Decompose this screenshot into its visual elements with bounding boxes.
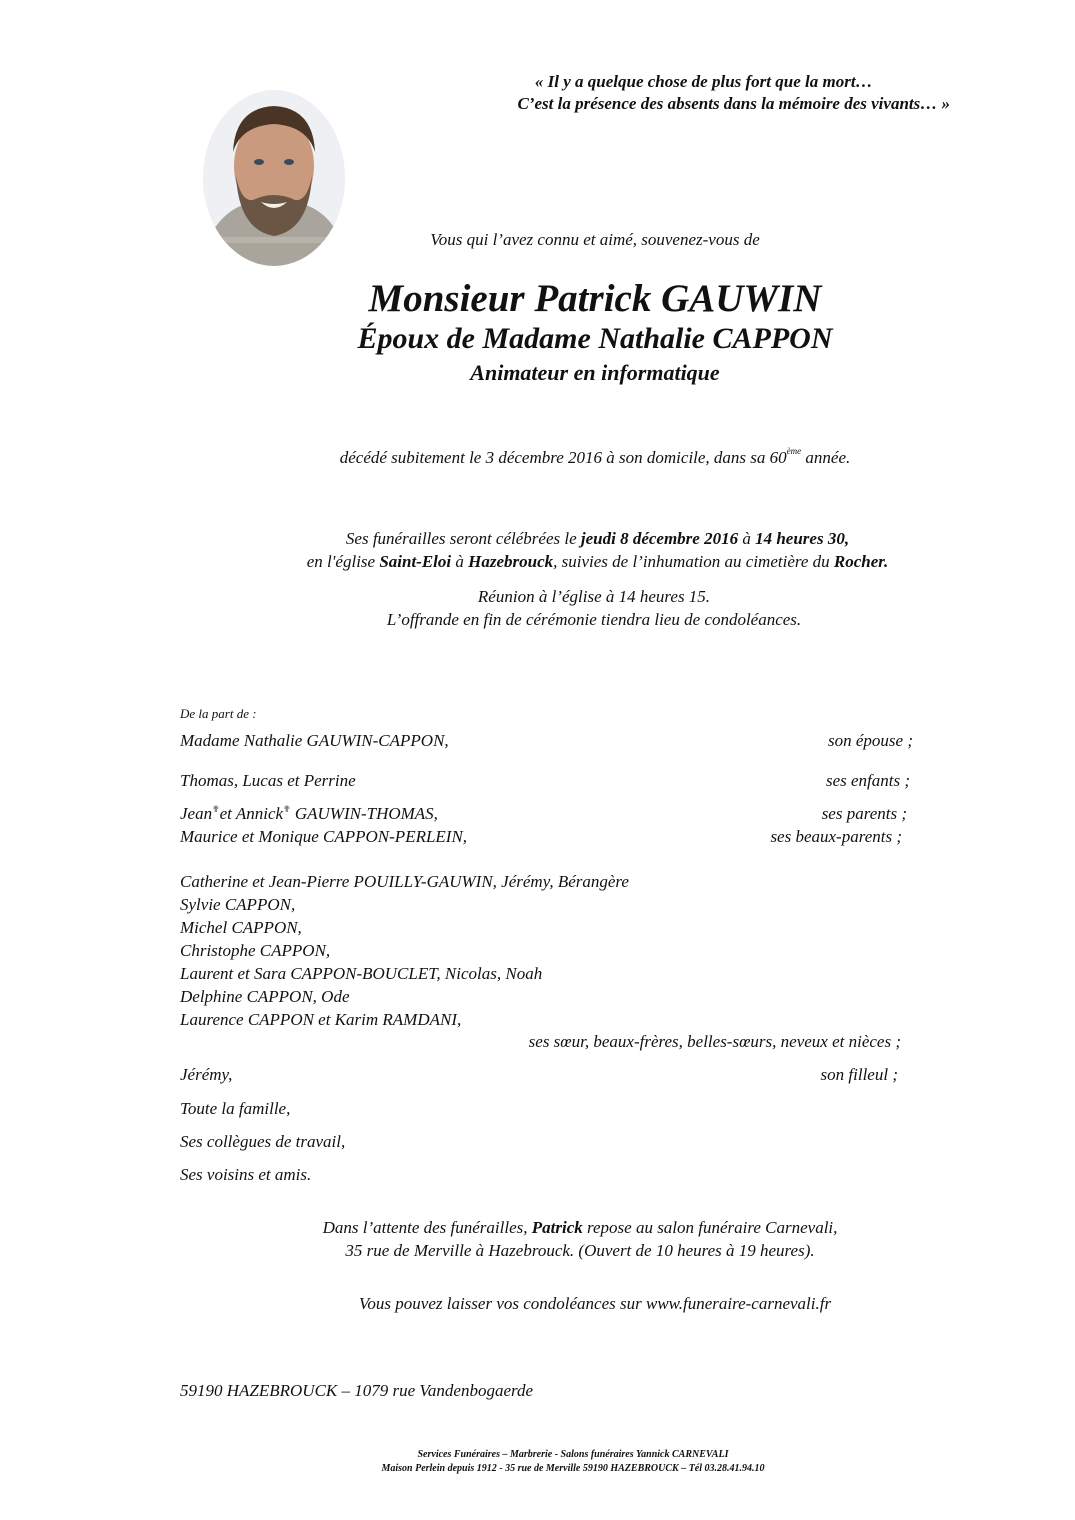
parent-name: et Annick [219, 804, 284, 823]
godson-relation: son filleul ; [820, 1065, 898, 1084]
sibling-line: Laurence CAPPON et Karim RAMDANI, [180, 1010, 462, 1029]
wake-text: repose au salon funéraire Carnevali, [582, 1218, 838, 1237]
funeral-details [0, 527, 1075, 573]
meeting-info [0, 585, 1075, 631]
quote-line-1: « Il y a quelque chose de plus fort que la mort… [534, 72, 873, 91]
sibling-line: Michel CAPPON, [180, 918, 302, 937]
sibling-line: Christophe CAPPON, [180, 941, 331, 960]
family-row-names: Thomas, Lucas et Perrine [180, 771, 356, 790]
family-row-relation: ses parents ; [821, 804, 907, 823]
funeral-home-footer [0, 1448, 1075, 1476]
family-row-names: Madame Nathalie GAUWIN-CAPPON, [180, 731, 449, 750]
godson-name: Jérémy, [180, 1065, 233, 1084]
sibling-line: Delphine CAPPON, Ode [180, 987, 350, 1006]
funeral-date: jeudi 8 décembre 2016 [580, 529, 739, 548]
footer-line-1: Services Funéraires – Marbrerie - Salons funéraires Yannick CARNEVALI [417, 1449, 729, 1460]
cemetery-name: Rocher. [833, 552, 889, 571]
death-text: décédé subitement le 3 décembre 2016 à son domicile, dans sa 60 [339, 448, 787, 467]
funeral-text: , suivies de l’inhumation au cimetière du [553, 552, 834, 571]
family-row-relation: son épouse ; [828, 731, 913, 750]
sibling-line: Catherine et Jean-Pierre POUILLY-GAUWIN, Jérémy, Bérangère [180, 872, 629, 891]
other-mourners: Toute la famille, [180, 1099, 291, 1118]
funeral-text: à [451, 552, 469, 571]
parent-name: Jean [180, 804, 213, 823]
deceased-cross-icon: ✟ [283, 804, 291, 814]
death-notice [0, 446, 1075, 468]
other-mourners: Ses voisins et amis. [180, 1165, 312, 1184]
death-text-end: année. [801, 448, 851, 467]
funeral-text: Ses funérailles seront célébrées le [345, 529, 581, 548]
meeting-line-2: L’offrande en fin de cérémonie tiendra lieu de condoléances. [386, 610, 802, 629]
sibling-line: Laurent et Sara CAPPON-BOUCLET, Nicolas, Noah [180, 964, 543, 983]
intro-line: Vous qui l’avez connu et aimé, souvenez-vous de [430, 230, 760, 249]
deceased-first-name: Patrick [531, 1218, 583, 1237]
meeting-line-1: Réunion à l’église à 14 heures 15. [477, 587, 711, 606]
family-row-names [180, 804, 438, 824]
family-row-relation: ses enfants ; [825, 771, 910, 790]
family-address: 59190 HAZEBROUCK – 1079 rue Vandenbogaerde [180, 1381, 534, 1400]
family-row-relation: ses beaux-parents ; [770, 827, 902, 846]
church-name: Saint-Eloi [379, 552, 452, 571]
deceased-name: Monsieur Patrick GAUWIN [368, 277, 822, 320]
wake-line-1 [0, 1216, 1075, 1239]
footer-line-2: Maison Perlein depuis 1912 - 35 rue de Merville 59190 HAZEBROUCK – Tél 03.28.41.94.10 [381, 1463, 765, 1474]
deceased-occupation: Animateur en informatique [470, 360, 720, 385]
family-row-names: Maurice et Monique CAPPON-PERLEIN, [180, 827, 468, 846]
family-intro: De la part de : [180, 706, 257, 721]
quote-line-2: C’est la présence des absents dans la mémoire des vivants… » [517, 94, 950, 113]
wake-text: Dans l’attente des funérailles, [322, 1218, 532, 1237]
other-mourners: Ses collègues de travail, [180, 1132, 346, 1151]
epigraph-quote [517, 71, 950, 115]
siblings-relation: ses sœur, beaux-frères, belles-sœurs, neveux et nièces ; [528, 1032, 901, 1051]
funeral-text: en l'église [306, 552, 380, 571]
condolences-website: Vous pouvez laisser vos condoléances sur www.funeraire-carnevali.fr [358, 1294, 832, 1313]
funeral-line-1 [0, 527, 1075, 550]
death-ordinal-suffix: ème [786, 446, 802, 456]
deceased-cross-icon: ✟ [212, 804, 220, 814]
wake-line-2: 35 rue de Merville à Hazebrouck. (Ouvert de 10 heures à 19 heures). [345, 1241, 815, 1260]
town-name: Hazebrouck [468, 552, 554, 571]
funeral-text: à [738, 529, 756, 548]
funeral-time: 14 heures 30, [755, 529, 850, 548]
deceased-spouse: Époux de Madame Nathalie CAPPON [357, 322, 833, 355]
wake-info [0, 1216, 1075, 1262]
funeral-line-2 [0, 550, 1075, 573]
sibling-line: Sylvie CAPPON, [180, 895, 296, 914]
parent-surname: GAUWIN-THOMAS, [290, 804, 438, 823]
